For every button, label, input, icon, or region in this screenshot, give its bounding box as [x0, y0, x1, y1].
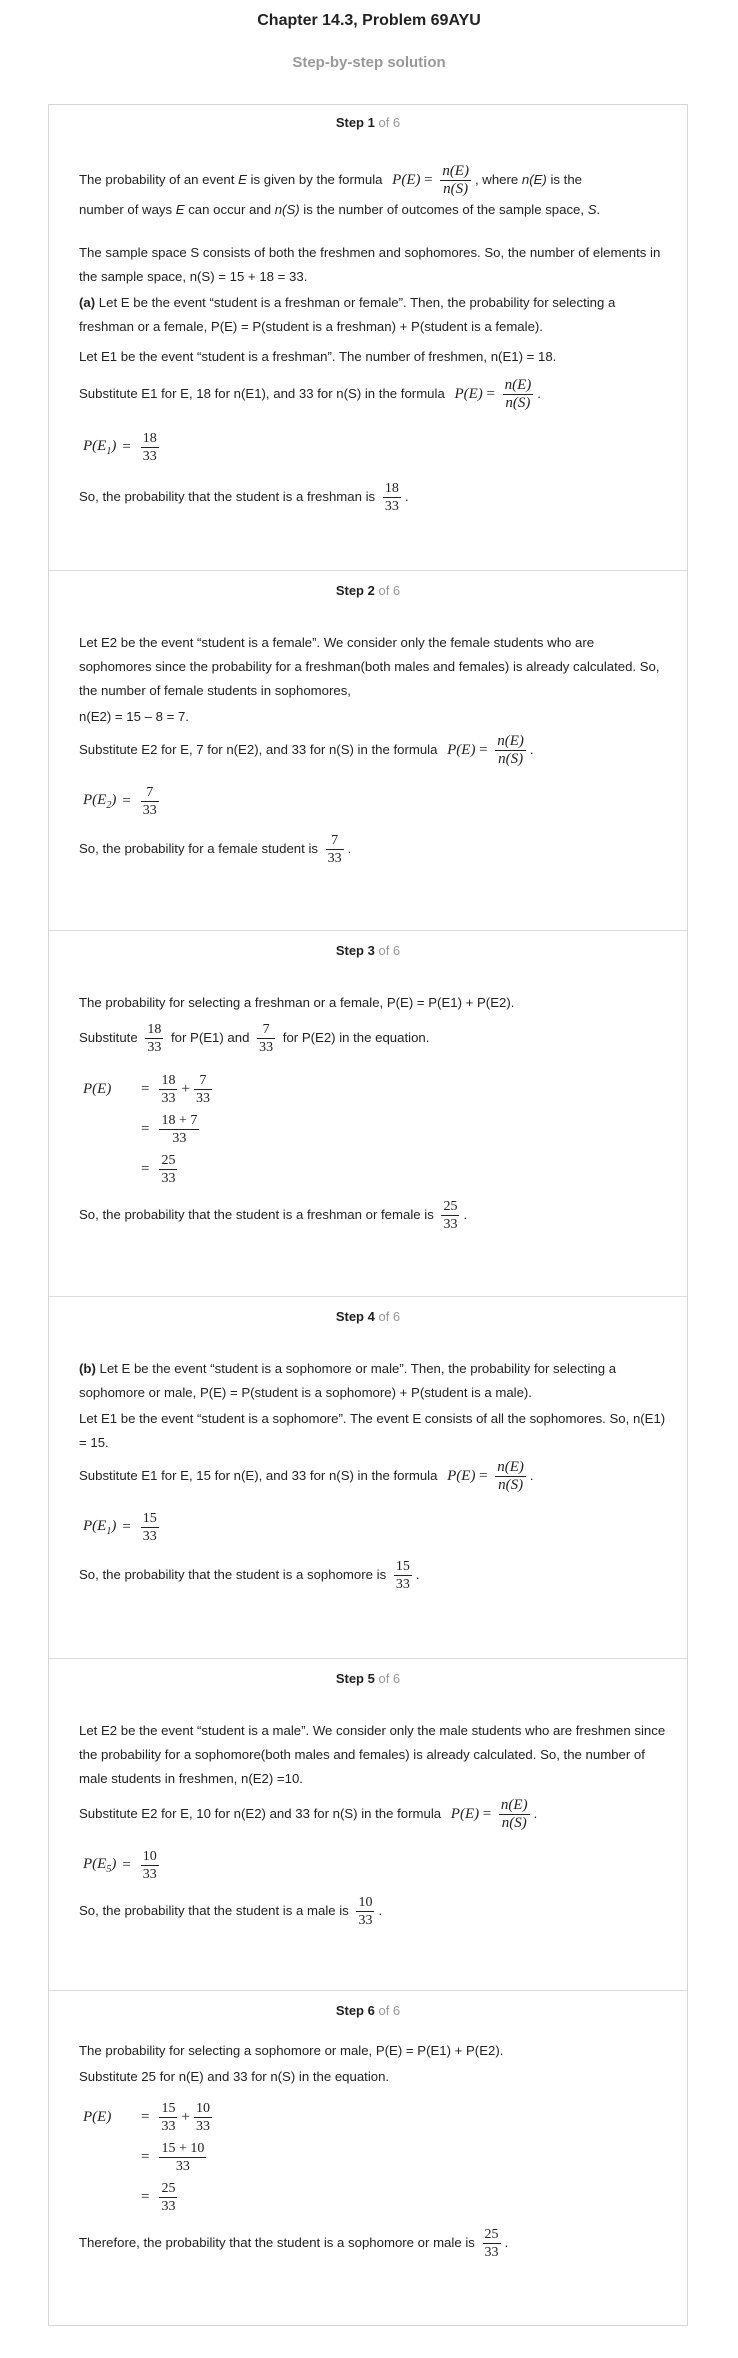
step-2 [49, 571, 687, 931]
step-paragraph: Let E2 be the event “student is a female”. We consider only the female students who are sophomores since the probability for a freshman(both males and females) is already calculated. So, the number of female students in sophomores, [79, 635, 660, 698]
step-paragraph: Let E1 be the event “student is a freshman”. The number of freshmen, n(E1) = 18. [79, 349, 557, 364]
step-label: Step 5 [335, 1671, 375, 1686]
step-paragraph: Substitute E1 for E, 18 for n(E1), and 33 for n(S) in the formula P(E) = $\frac{n(E)}{n(S)}$ . [79, 377, 541, 412]
step-paragraph: The probability for selecting a freshman or a female, P(E) = P(E1) + P(E2). [79, 995, 515, 1010]
step-conclusion: So, the probability that the student is a male is $\frac{10}{33}$ . [79, 1895, 383, 1929]
page-title: Chapter 14.3, Problem 69AYU [257, 12, 481, 29]
step-heading [49, 943, 687, 958]
step-1 [49, 105, 687, 571]
step-conclusion: So, the probability that the student is a freshman or female is $\frac{25}{33}$ . [79, 1199, 468, 1233]
step-heading [49, 115, 687, 130]
step-count: of 6 [378, 1671, 401, 1686]
formula-fraction: $\frac{n(E)}{n(S)}$ [500, 1797, 528, 1832]
formula-lhs: P(E) [392, 171, 421, 188]
step-label: Step 6 [335, 2003, 375, 2018]
step-conclusion: Therefore, the probability that the student is a sophomore or male is $\frac{25}{33}$ . [79, 2227, 509, 2261]
step-paragraph: Substitute $\frac{18}{33}$ for P(E1) and $\frac{7}{33}$ for P(E2) in the equation. [79, 1022, 430, 1056]
step-count: of 6 [378, 1309, 401, 1324]
result-equation: $P(E_1)$ = $\frac{15}{33}$ [83, 1510, 157, 1544]
step-paragraph: n(E2) = 15 – 8 = 7. [79, 709, 189, 724]
result-equation: $P(E_1)$ = $\frac{18}{33}$ [83, 430, 157, 464]
step-6 [49, 1991, 687, 2325]
formula-fraction: $\frac{n(E)}{n(S)}$ [497, 1459, 524, 1494]
step-5 [49, 1659, 687, 1991]
step-paragraph: Substitute E2 for E, 10 for n(E2) and 33 for n(S) in the formula P(E) = $\frac{n(E)}{n(S)}$ . [79, 1797, 538, 1832]
sum-equation: P(E) = $\frac{15}{33}$ + $\frac{10}{33}$ = $\frac{15 + 10}{33}$ = $\frac{25}{33}$ [83, 2100, 210, 2214]
step-conclusion: So, the probability that the student is a sophomore is $\frac{15}{33}$ . [79, 1559, 420, 1593]
step-count: of 6 [378, 943, 401, 958]
step-paragraph: (b) Let E be the event “student is a sophomore or male”. Then, the probability for selecting a sophomore or male, P(E) = P(student is a sophomore) + P(student is a male). [79, 1361, 617, 1400]
step-heading [49, 583, 687, 598]
step-3 [49, 931, 687, 1297]
page-subtitle: Step-by-step solution [292, 54, 446, 71]
step-heading [49, 2003, 687, 2018]
step-count: of 6 [378, 2003, 401, 2018]
step-label: Step 2 [335, 583, 375, 598]
step-conclusion: So, the probability for a female student is $\frac{7}{33}$ . [79, 833, 352, 867]
step-label: Step 1 [335, 115, 375, 130]
formula-fraction: $\frac{n(E)}{n(S)}$ [497, 733, 524, 768]
step-paragraph: Substitute E2 for E, 7 for n(E2), and 33 for n(S) in the formula P(E) = $\frac{n(E)}{n(S)}$ . [79, 733, 534, 768]
step-paragraph: Substitute 25 for n(E) and 33 for n(S) in the equation. [79, 2069, 390, 2084]
step-paragraph: Substitute E1 for E, 15 for n(E), and 33 for n(S) in the formula P(E) = $\frac{n(E)}{n(S)}$ . [79, 1459, 534, 1494]
step-heading [49, 1309, 687, 1324]
formula-fraction: $\frac{n(E)}{n(S)}$ [504, 377, 532, 412]
formula-fraction: $\frac{n(E)}{n(S)}$ [442, 163, 469, 197]
step-conclusion: So, the probability that the student is a freshman is $\frac{18}{33}$ . [79, 481, 409, 515]
step-paragraph: Let E2 be the event “student is a male”. We consider only the male students who are freshmen since the probability for a sophomore(both males and females) is already calculated. So, the number of male students in freshmen, n(E2) =10. [79, 1723, 666, 1786]
step-paragraph: The probability for selecting a sophomore or male, P(E) = P(E1) + P(E2). [79, 2043, 504, 2058]
step-paragraph: Let E1 be the event “student is a sophomore”. The event E consists of all the sophomores. So, n(E1) = 15. [79, 1411, 666, 1450]
step-count: of 6 [378, 583, 401, 598]
step-paragraph: (a) Let E be the event “student is a freshman or female”. Then, the probability for selecting a freshman or a female, P(E) = P(student is a freshman) + P(student is a female). [79, 295, 616, 334]
step-4 [49, 1297, 687, 1659]
result-equation: $P(E_5)$ = $\frac{10}{33}$ [83, 1848, 157, 1882]
step-label: Step 3 [335, 943, 375, 958]
result-equation: $P(E_2)$ = $\frac{7}{33}$ [83, 784, 157, 818]
step-paragraph: The probability of an event E is given by the formula P(E) = $\frac{n(E)}{n(S)}$ , where n(E) is the number of ways E can occur and n(S) is the number of outcomes of the sample space, S. [79, 163, 601, 217]
step-count: of 6 [378, 115, 401, 130]
step-label: Step 4 [335, 1309, 375, 1324]
step-heading [49, 1671, 687, 1686]
sum-equation: P(E) = $\frac{18}{33}$ + $\frac{7}{33}$ = $\frac{18 + 7}{33}$ = $\frac{25}{33}$ [83, 1072, 210, 1186]
step-paragraph: The sample space S consists of both the freshmen and sophomores. So, the number of elements in the sample space, n(S) = 15 + 18 = 33. [79, 245, 661, 284]
